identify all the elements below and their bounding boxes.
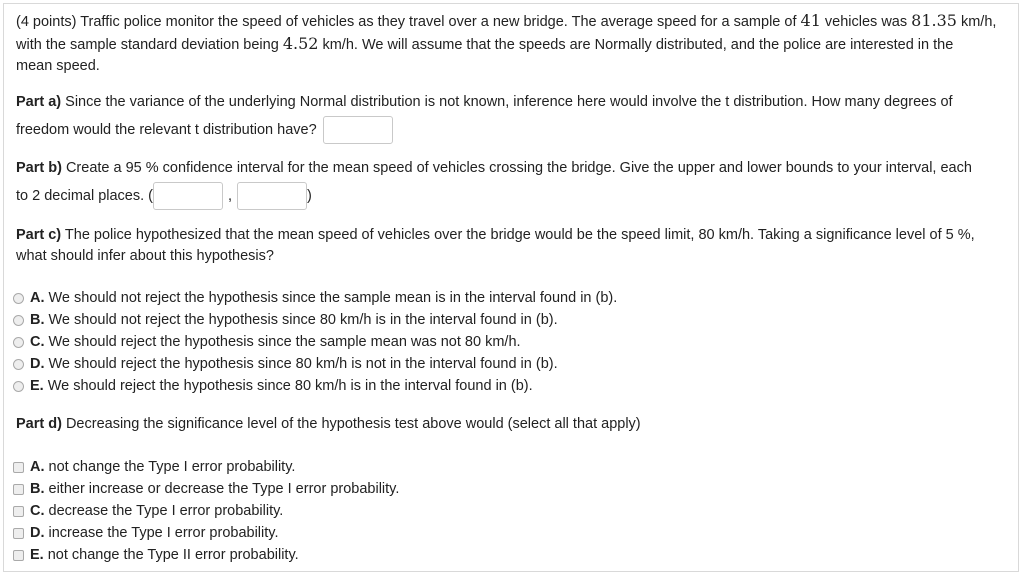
ci-close-paren: ) xyxy=(307,187,312,204)
option-text: not change the Type I error probability. xyxy=(48,459,296,475)
degrees-of-freedom-input[interactable] xyxy=(323,116,393,144)
part-c-option-c[interactable] xyxy=(13,331,617,353)
part-c xyxy=(16,225,975,267)
part-b-text-1: Create a 95 % confidence interval for the mean speed of vehicles crossing the bridge. Give the upper and lower bounds to your interval, each xyxy=(61,160,972,176)
part-b-label: Part b) xyxy=(16,160,62,176)
sample-size: 41 xyxy=(800,11,821,30)
option-letter: A. xyxy=(30,290,45,306)
option-text: decrease the Type I error probability. xyxy=(48,503,284,519)
option-text: increase the Type I error probability. xyxy=(48,525,279,541)
intro-text-3: km/h, xyxy=(956,14,997,30)
radio-button[interactable] xyxy=(13,315,24,326)
intro-text-1: (4 points) Traffic police monitor the speed of vehicles as they travel over a new bridge. The average speed for a sample of xyxy=(16,14,801,30)
part-c-option-e[interactable] xyxy=(13,375,617,397)
ci-comma: , xyxy=(228,187,233,204)
checkbox[interactable] xyxy=(13,462,24,473)
part-c-options xyxy=(13,287,617,397)
intro-text-4: with the sample standard deviation being xyxy=(16,37,283,53)
intro-text-6: mean speed. xyxy=(16,58,100,74)
option-text: We should reject the hypothesis since 80 km/h is not in the interval found in (b). xyxy=(48,356,558,372)
question-frame xyxy=(3,3,1019,572)
option-letter: E. xyxy=(30,378,44,394)
radio-button[interactable] xyxy=(13,381,24,392)
checkbox[interactable] xyxy=(13,506,24,517)
part-d-option-c[interactable] xyxy=(13,500,399,522)
intro-text-2: vehicles was xyxy=(820,14,912,30)
part-c-option-b[interactable] xyxy=(13,309,617,331)
option-text: We should reject the hypothesis since 80 km/h is in the interval found in (b). xyxy=(47,378,533,394)
question-intro xyxy=(16,10,996,77)
option-letter: C. xyxy=(30,503,45,519)
part-d xyxy=(16,414,641,435)
radio-button[interactable] xyxy=(13,293,24,304)
option-text: not change the Type II error probability. xyxy=(47,547,299,563)
option-letter: A. xyxy=(30,459,45,475)
option-text: We should not reject the hypothesis since 80 km/h is in the interval found in (b). xyxy=(48,312,558,328)
radio-button[interactable] xyxy=(13,359,24,370)
checkbox[interactable] xyxy=(13,484,24,495)
radio-button[interactable] xyxy=(13,337,24,348)
sample-mean: 81.35 xyxy=(911,11,957,30)
part-d-options xyxy=(13,456,399,566)
option-letter: D. xyxy=(30,525,45,541)
part-a-text-1: Since the variance of the underlying Normal distribution is not known, inference here would involve the t distribution. How many degrees of xyxy=(61,94,953,110)
option-text: We should reject the hypothesis since the sample mean was not 80 km/h. xyxy=(48,334,521,350)
part-d-option-e[interactable] xyxy=(13,544,399,566)
part-d-option-a[interactable] xyxy=(13,456,399,478)
sample-sd: 4.52 xyxy=(282,34,319,53)
option-text: We should not reject the hypothesis since the sample mean is in the interval found in (b). xyxy=(48,290,618,306)
option-letter: D. xyxy=(30,356,45,372)
part-d-label: Part d) xyxy=(16,416,62,432)
checkbox[interactable] xyxy=(13,528,24,539)
option-letter: C. xyxy=(30,334,45,350)
option-letter: E. xyxy=(30,547,44,563)
option-text: either increase or decrease the Type I error probability. xyxy=(48,481,400,497)
intro-text-5: km/h. We will assume that the speeds are Normally distributed, and the police are interested in the xyxy=(318,37,954,53)
part-a xyxy=(16,92,953,144)
part-c-option-a[interactable] xyxy=(13,287,617,309)
part-b xyxy=(16,158,972,210)
part-c-label: Part c) xyxy=(16,227,62,243)
part-c-option-d[interactable] xyxy=(13,353,617,375)
ci-lower-bound-input[interactable] xyxy=(153,182,223,210)
part-b-text-2: to 2 decimal places. ( xyxy=(16,187,154,204)
part-a-label: Part a) xyxy=(16,94,62,110)
ci-upper-bound-input[interactable] xyxy=(237,182,307,210)
option-letter: B. xyxy=(30,312,45,328)
part-d-option-d[interactable] xyxy=(13,522,399,544)
part-d-option-b[interactable] xyxy=(13,478,399,500)
checkbox[interactable] xyxy=(13,550,24,561)
part-a-text-2: freedom would the relevant t distribution have? xyxy=(16,121,317,138)
option-letter: B. xyxy=(30,481,45,497)
part-c-text-2: what should infer about this hypothesis? xyxy=(16,248,274,264)
part-d-text-1: Decreasing the significance level of the hypothesis test above would (select all that apply) xyxy=(61,416,641,432)
part-c-text-1: The police hypothesized that the mean speed of vehicles over the bridge would be the speed limit, 80 km/h. Taking a significance level of 5 %, xyxy=(61,227,975,243)
